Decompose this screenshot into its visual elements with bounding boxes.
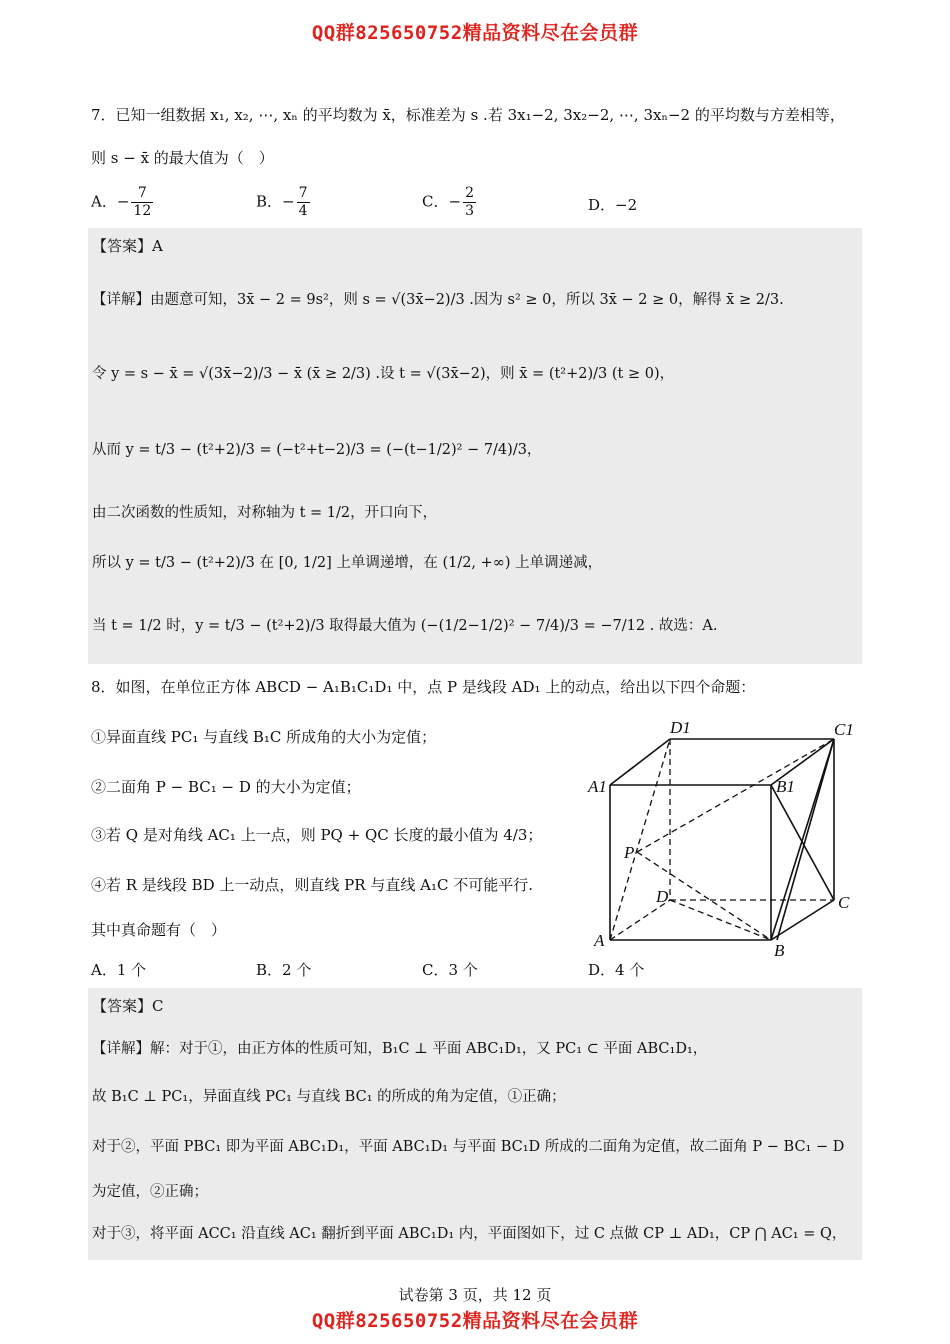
q7-detail-2: 令 y = s − x̄ = √(3x̄−2)/3 − x̄ (x̄ ≥ 2/3) .设 t = √(3x̄−2)，则 x̄ = (t²+2)/3 (t ≥ 0)， (92, 366, 675, 382)
label-d1: D1 (670, 718, 691, 737)
q7-answer: 【答案】A (92, 237, 163, 255)
q7-detail-6: 当 t = 1/2 时，y = t/3 − (t²+2)/3 取得最大值为 (−(1/2−1/2)² − 7/4)/3 = −7/12 . 故选：A. (92, 618, 718, 634)
label-b1: B1 (776, 777, 795, 796)
q8-prop-2: ②二面角 P − BC₁ − D 的大小为定值； (91, 778, 361, 796)
label-c: C (838, 893, 850, 912)
q8-option-b: B．2 个 (256, 961, 312, 979)
q8-answer: 【答案】C (92, 997, 164, 1015)
q7-stem-line2: 则 s − x̄ 的最大值为（ ） (91, 149, 274, 167)
q8-detail-2: 故 B₁C ⊥ PC₁，异面直线 PC₁ 与直线 BC₁ 的所成的角为定值，①正确； (92, 1089, 566, 1105)
watermark-top: QQ群825650752精品资料尽在会员群 (311, 22, 639, 44)
q8-option-a: A．1 个 (91, 961, 147, 979)
q7-option-a: A．− $\frac{7}{12}$ (91, 185, 152, 219)
q7-detail-4: 由二次函数的性质知，对称轴为 t = 1/2，开口向下， (92, 505, 438, 521)
q8-stem: 8．如图，在单位正方体 ABCD − A₁B₁C₁D₁ 中，点 P 是线段 AD₁ 上的动点，给出以下四个命题： (91, 678, 756, 696)
q8-prop-3: ③若 Q 是对角线 AC₁ 上一点，则 PQ + QC 长度的最小值为 4/3； (91, 826, 543, 844)
label-c1: C1 (834, 720, 854, 739)
q7-option-c: C．− $\frac{2}{3}$ (422, 185, 474, 219)
label-p: P (624, 843, 635, 862)
q7-option-d: D．−2 (588, 196, 638, 214)
q8-answer-block (88, 988, 862, 1260)
watermark-bottom: QQ群825650752精品资料尽在会员群 (311, 1310, 639, 1332)
q8-prop-4: ④若 R 是线段 BD 上一动点，则直线 PR 与直线 A₁C 不可能平行. (91, 876, 533, 894)
q7-option-b: B．− $\frac{7}{4}$ (256, 185, 308, 219)
q8-option-d: D．4 个 (588, 961, 645, 979)
q8-ask: 其中真命题有（ ） (91, 921, 227, 939)
q7-answer-block (88, 228, 862, 664)
cube-figure (580, 712, 870, 962)
q8-prop-1: ①异面直线 PC₁ 与直线 B₁C 所成角的大小为定值； (91, 728, 437, 746)
q8-detail-4: 为定值，②正确； (92, 1184, 208, 1200)
q8-option-c: C．3 个 (422, 961, 478, 979)
label-d: D (656, 887, 669, 906)
q8-detail-5: 对于③，将平面 ACC₁ 沿直线 AC₁ 翻折到平面 ABC₁D₁ 内，平面图如下，过 C 点做 CP ⊥ AD₁，CP ⋂ AC₁ = Q， (92, 1226, 847, 1242)
label-a1: A1 (588, 777, 607, 796)
q8-detail-3: 对于②，平面 PBC₁ 即为平面 ABC₁D₁，平面 ABC₁D₁ 与平面 BC₁D 所成的二面角为定值，故二面角 P − BC₁ − D (92, 1139, 845, 1155)
q7-detail-5: 所以 y = t/3 − (t²+2)/3 在 [0, 1/2] 上单调递增，在 (1/2, +∞) 上单调递减， (92, 555, 603, 571)
q8-detail-1: 【详解】解：对于①，由正方体的性质可知，B₁C ⊥ 平面 ABC₁D₁，又 PC₁ ⊂ 平面 ABC₁D₁， (92, 1041, 708, 1057)
q7-stem-line1: 7．已知一组数据 x₁, x₂, ⋯, xₙ 的平均数为 x̄，标准差为 s .若 3x₁−2, 3x₂−2, ⋯, 3xₙ−2 的平均数与方差相等， (91, 106, 845, 124)
q7-detail-1: 【详解】由题意可知，3x̄ − 2 = 9s²，则 s = √(3x̄−2)/3 .因为 s² ≥ 0，所以 3x̄ − 2 ≥ 0，解得 x̄ ≥ 2/3. (92, 292, 784, 308)
label-b: B (774, 941, 785, 960)
label-a: A (594, 931, 605, 950)
page-footer: 试卷第 3 页，共 12 页 (398, 1286, 552, 1304)
q7-detail-3: 从而 y = t/3 − (t²+2)/3 = (−t²+t−2)/3 = (−(t−1/2)² − 7/4)/3， (92, 442, 542, 458)
